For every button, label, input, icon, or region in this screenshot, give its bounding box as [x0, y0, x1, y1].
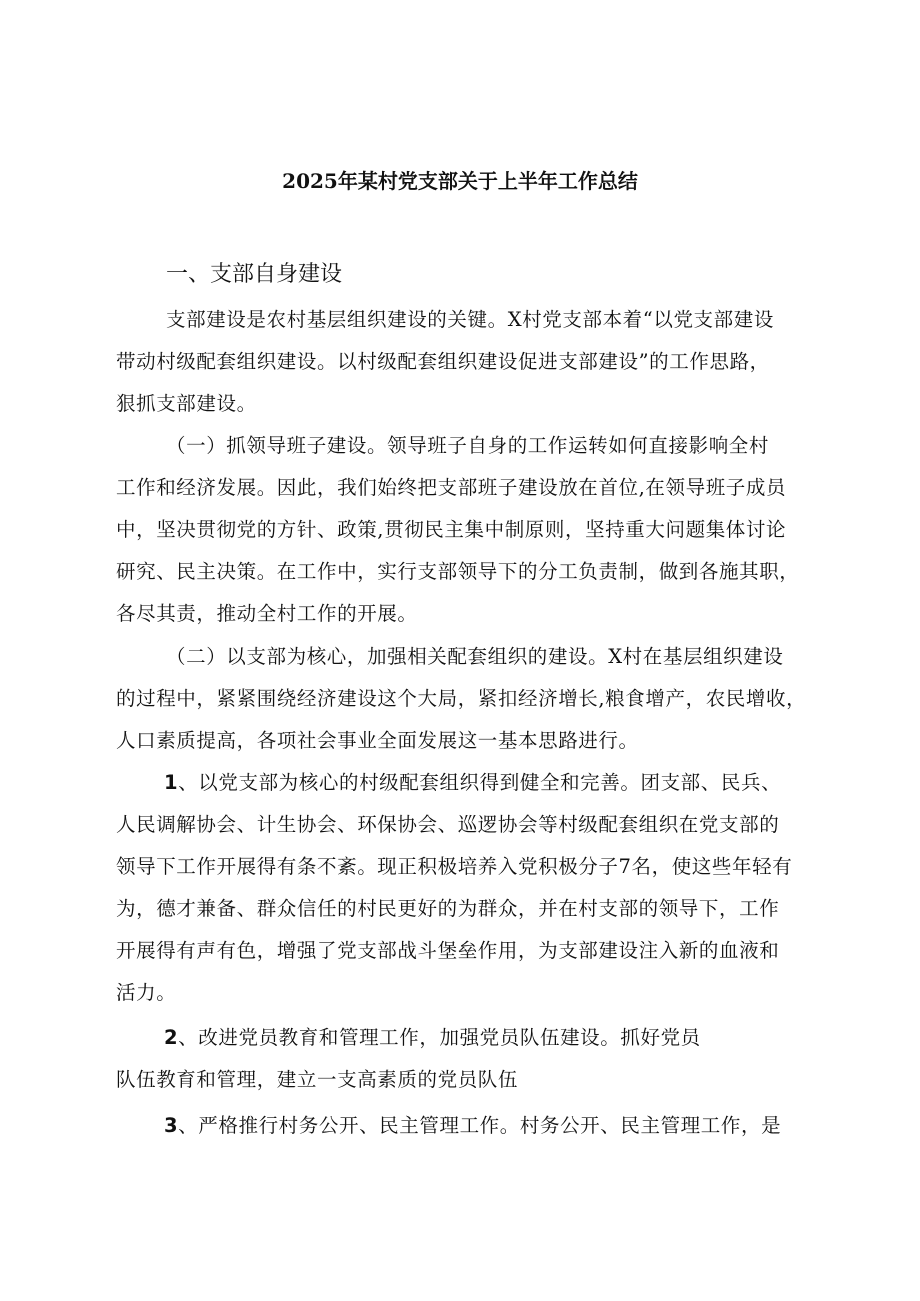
- paragraph-line: （一）抓领导班子建设。领导班子自身的工作运转如何直接影响全村: [166, 434, 770, 457]
- paragraph-line: 工作和经济发展。因此，我们始终把支部班子建设放在首位,在领导班子成员: [116, 476, 787, 499]
- paragraph-line: 支部建设是农村基层组织建设的关键。X村党支部本着“以党支部建设: [166, 308, 774, 331]
- paragraph-line: 中，坚决贯彻党的方针、政策,贯彻民主集中制原则，坚持重大问题集体讨论: [116, 518, 787, 541]
- list-item-text: 、以党支部为核心的村级配套组织得到健全和完善。团支部、民兵、: [178, 771, 782, 794]
- list-item-line: [164, 1024, 701, 1052]
- list-item-line: [164, 1112, 781, 1140]
- paragraph-line: 领导下工作开展得有条不紊。现正积极培养入党积极分子7名，使这些年轻有: [116, 855, 793, 878]
- list-item-number: 3: [164, 1114, 179, 1137]
- list-item-number: 2: [164, 1026, 179, 1049]
- paragraph-line: 为，德才兼备、群众信任的村民更好的为群众，并在村支部的领导下，工作: [116, 897, 780, 920]
- paragraph-line: 的过程中，紧紧围绕经济建设这个大局，紧扣经济增长,粮食增产，农民增收，: [116, 687, 807, 710]
- paragraph-line: 人民调解协会、计生协会、环保协会、巡逻协会等村级配套组织在党支部的: [116, 813, 780, 836]
- list-item-text: 、改进党员教育和管理工作，加强党员队伍建设。抓好党员: [178, 1026, 701, 1049]
- section-heading: 一、支部自身建设: [166, 262, 343, 287]
- paragraph-line: （二）以支部为核心，加强相关配套组织的建设。X村在基层组织建设: [166, 645, 784, 668]
- paragraph-line: 带动村级配套组织建设。以村级配套组织建设促进支部建设”的工作思路，: [116, 350, 770, 373]
- document-title: 2025年某村党支部关于上半年工作总结: [282, 169, 638, 193]
- list-item-text: 、严格推行村务公开、民主管理工作。村务公开、民主管理工作，是: [178, 1114, 782, 1137]
- paragraph-line: 队伍教育和管理，建立一支高素质的党员队伍: [116, 1068, 519, 1091]
- paragraph-line: 研究、民主决策。在工作中，实行支部领导下的分工负责制，做到各施其职，: [116, 560, 800, 583]
- paragraph-line: 人口素质提高，各项社会事业全面发展这一基本思路进行。: [116, 729, 639, 752]
- list-item-line: [164, 769, 781, 797]
- paragraph-line: 各尽其责，推动全村工作的开展。: [116, 602, 418, 625]
- paragraph-line: 活力。: [116, 981, 177, 1004]
- paragraph-line: 开展得有声有色，增强了党支部战斗堡垒作用，为支部建设注入新的血液和: [116, 939, 780, 962]
- list-item-number: 1: [164, 771, 179, 794]
- paragraph-line: 狠抓支部建设。: [116, 392, 257, 415]
